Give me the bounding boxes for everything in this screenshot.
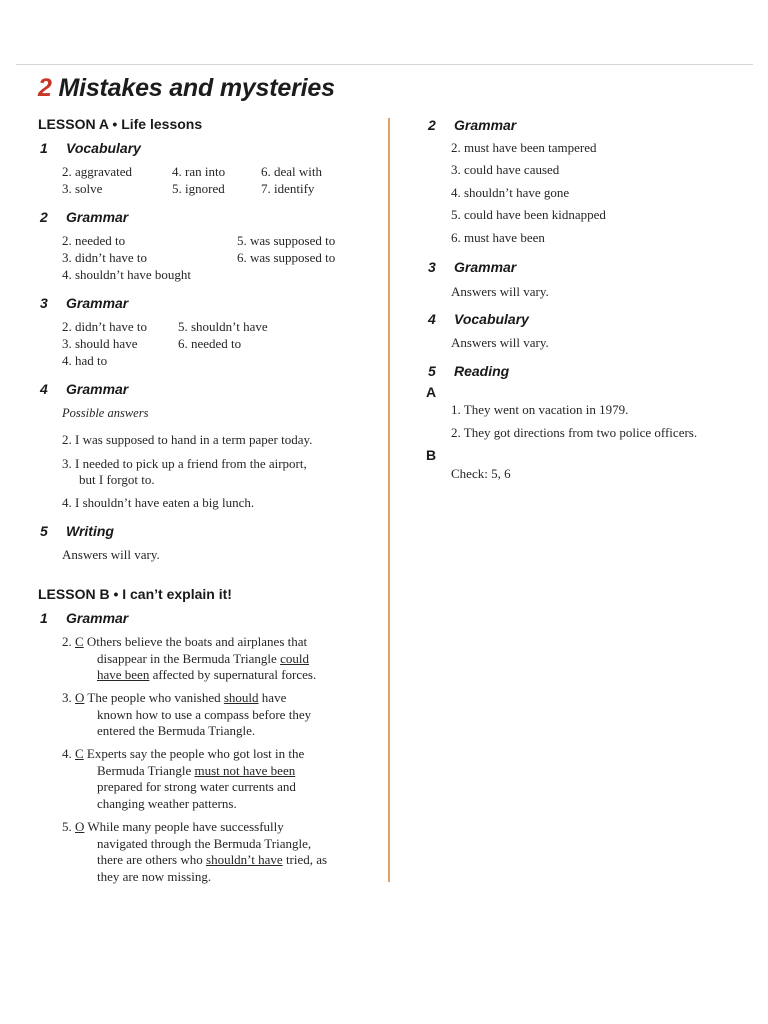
section-heading — [40, 610, 128, 626]
answer-item — [62, 819, 284, 836]
answer-item — [62, 432, 312, 449]
item-mark: C — [75, 746, 84, 761]
text-segment: disappear in the Bermuda Triangle — [97, 651, 281, 666]
answer-item: 5. shouldn’t have — [178, 319, 268, 334]
section-number: 1 — [40, 140, 48, 156]
lesson-b-heading: LESSON B • I can’t explain it! — [38, 586, 232, 602]
section-label: Vocabulary — [454, 311, 529, 327]
item-text-continued: but I forgot to. — [79, 472, 155, 487]
answer-item — [451, 402, 628, 419]
answer-item — [451, 425, 697, 442]
item-text — [87, 690, 286, 705]
column-divider — [388, 118, 390, 882]
answer-item: 3. could have caused — [451, 162, 560, 177]
section-label: Vocabulary — [66, 140, 141, 156]
text-segment: there are others who — [97, 852, 207, 867]
section-number: 3 — [40, 295, 48, 311]
section-number: 2 — [40, 209, 48, 225]
answer-item — [62, 495, 254, 512]
section-label: Grammar — [66, 381, 129, 397]
section-number: 5 — [428, 363, 436, 379]
item-number: 3. — [62, 690, 72, 705]
section-label: Grammar — [454, 259, 517, 275]
text-segment: tried, as — [282, 852, 328, 867]
item-text-continued: entered the Bermuda Triangle. — [97, 723, 256, 738]
part-b-label: B — [426, 447, 437, 463]
answer-text: Answers will vary. — [451, 335, 549, 350]
section-label: Reading — [454, 363, 510, 379]
item-text-continued: changing weather patterns. — [97, 796, 237, 811]
item-number: 5. — [62, 819, 72, 834]
item-text-continued: known how to use a compass before they — [97, 707, 312, 722]
item-text-continued — [97, 667, 316, 684]
section-label: Grammar — [454, 117, 517, 133]
answer-item: 6. was supposed to — [237, 250, 336, 265]
answer-item — [62, 456, 307, 473]
section-number: 3 — [428, 259, 436, 275]
item-text: Experts say the people who got lost in the — [86, 746, 305, 761]
answer-list — [62, 163, 132, 197]
section-number: 4 — [428, 311, 436, 327]
item-text-continued — [97, 763, 295, 780]
answer-text: Answers will vary. — [451, 284, 549, 299]
section-heading — [40, 381, 128, 397]
answer-item: 7. identify — [261, 181, 315, 196]
section-heading — [428, 259, 516, 275]
section-heading — [40, 140, 141, 156]
item-text: They went on vacation in 1979. — [463, 402, 629, 417]
answer-item: 5. could have been kidnapped — [451, 207, 606, 222]
item-mark: C — [75, 634, 84, 649]
text-segment: Bermuda Triangle — [97, 763, 195, 778]
item-text: Others believe the boats and airplanes that — [86, 634, 308, 649]
answer-item: 3. should have — [62, 336, 138, 351]
item-text: I shouldn’t have eaten a big lunch. — [75, 495, 255, 510]
answer-item: 6. deal with — [261, 164, 323, 179]
section-heading — [40, 295, 128, 311]
answer-list — [261, 163, 322, 197]
underlined-answer: should — [223, 690, 259, 705]
answer-item: 3. solve — [62, 181, 103, 196]
item-text-continued — [97, 852, 327, 869]
underlined-answer: could — [280, 651, 309, 666]
answer-item: 2. didn’t have to — [62, 319, 147, 334]
answer-item — [62, 634, 307, 651]
answer-list — [62, 318, 147, 369]
item-mark: O — [75, 819, 85, 834]
answer-list — [172, 163, 225, 197]
part-a-label: A — [426, 384, 437, 400]
section-label: Writing — [66, 523, 114, 539]
top-rule — [16, 64, 753, 65]
item-number: 4. — [62, 746, 72, 761]
item-number: 2. — [451, 425, 461, 440]
answer-list — [62, 232, 191, 283]
answer-item: 6. must have been — [451, 230, 545, 245]
item-number: 1. — [451, 402, 461, 417]
answer-item: 2. must have been tampered — [451, 140, 597, 155]
item-text-continued: they are now missing. — [97, 869, 212, 884]
item-text-continued — [97, 651, 309, 668]
title-number: 2 — [38, 74, 52, 102]
answer-text: Check: 5, 6 — [451, 466, 511, 481]
item-number: 4. — [62, 495, 72, 510]
item-mark: O — [75, 690, 85, 705]
section-number: 1 — [40, 610, 48, 626]
answer-item: 4. had to — [62, 353, 108, 368]
item-text: They got directions from two police officers. — [463, 425, 698, 440]
section-heading — [428, 117, 516, 133]
section-label: Grammar — [66, 610, 129, 626]
answer-item — [62, 690, 286, 707]
answer-item: 3. didn’t have to — [62, 250, 147, 265]
item-text: While many people have successfully — [87, 819, 284, 834]
item-text: I needed to pick up a friend from the airport, — [75, 456, 307, 471]
section-number: 5 — [40, 523, 48, 539]
item-number: 3. — [62, 456, 72, 471]
page-title — [38, 74, 335, 103]
underlined-answer: must not have been — [194, 763, 296, 778]
text-segment: The people who vanished — [87, 690, 224, 705]
answer-item: 2. needed to — [62, 233, 126, 248]
section-heading — [428, 363, 509, 379]
title-text: Mistakes and mysteries — [58, 74, 335, 102]
text-segment: have — [258, 690, 287, 705]
section-heading — [40, 523, 114, 539]
text-segment: affected by supernatural forces. — [149, 667, 317, 682]
section-label: Grammar — [66, 209, 129, 225]
section-number: 2 — [428, 117, 436, 133]
lesson-a-heading: LESSON A • Life lessons — [38, 116, 203, 132]
answer-item: 5. was supposed to — [237, 233, 336, 248]
item-number: 2. — [62, 634, 72, 649]
answer-item: 2. aggravated — [62, 164, 133, 179]
section-number: 4 — [40, 381, 48, 397]
answer-item: 4. shouldn’t have gone — [451, 185, 570, 200]
section-heading — [428, 311, 529, 327]
answer-list — [237, 232, 335, 266]
answer-item: 4. shouldn’t have bought — [62, 267, 192, 282]
item-number: 2. — [62, 432, 72, 447]
section-heading — [40, 209, 128, 225]
underlined-answer: have been — [97, 667, 150, 682]
answer-list — [178, 318, 268, 352]
answer-item: 6. needed to — [178, 336, 242, 351]
section-label: Grammar — [66, 295, 129, 311]
item-text: I was supposed to hand in a term paper today. — [75, 432, 313, 447]
answer-item — [62, 746, 304, 763]
item-text-continued: prepared for strong water currents and — [97, 779, 296, 794]
answer-text: Answers will vary. — [62, 547, 160, 562]
answer-item: 4. ran into — [172, 164, 226, 179]
answer-item: 5. ignored — [172, 181, 225, 196]
possible-answers-note: Possible answers — [62, 406, 149, 420]
underlined-answer: shouldn’t have — [206, 852, 283, 867]
item-text-continued: navigated through the Bermuda Triangle, — [97, 836, 312, 851]
